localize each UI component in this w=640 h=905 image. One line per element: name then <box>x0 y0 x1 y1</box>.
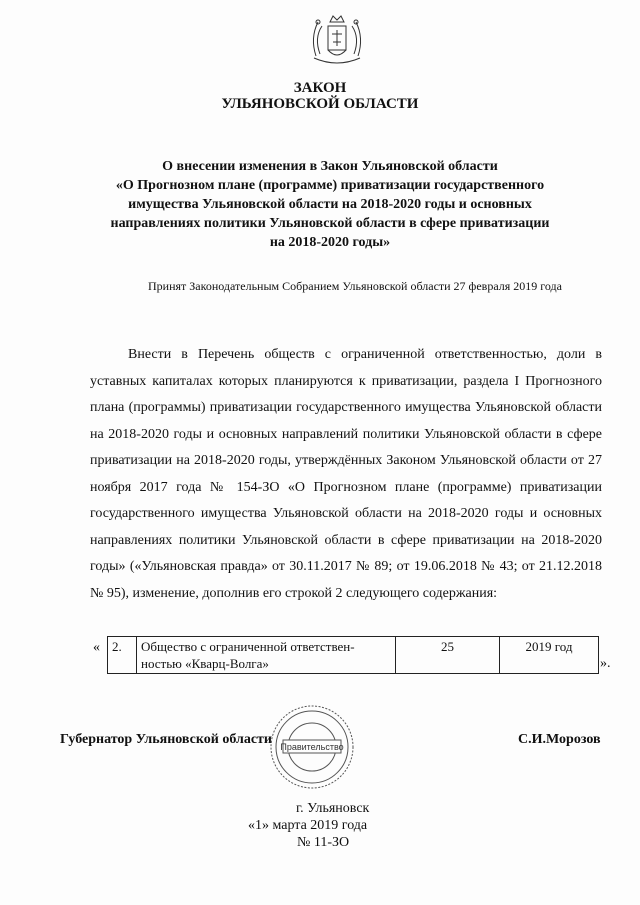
subject-line: О внесении изменения в Закон Ульяновской области <box>162 159 498 174</box>
company-name-line: Общество с ограниченной ответствен- <box>141 639 355 654</box>
seal-text: Правительство <box>280 742 344 752</box>
table-open-quote: « <box>93 640 100 655</box>
table-row <box>108 637 599 674</box>
law-title: ЗАКОН <box>293 80 347 96</box>
subject-line: «О Прогнозном плане (программе) приватизации государственного <box>115 178 545 193</box>
row-company <box>137 637 396 674</box>
row-number: 2. <box>108 637 137 674</box>
law-subject <box>90 157 570 252</box>
coat-of-arms-icon <box>306 8 368 70</box>
row-year: 2019 год <box>500 637 599 674</box>
subject-line: направлениях политики Ульяновской области в сфере приватизации <box>110 216 550 231</box>
governor-title: Губернатор Ульяновской области <box>60 732 272 747</box>
company-name-line: ностью «Кварц-Волга» <box>141 656 269 671</box>
region-title: УЛЬЯНОВСКОЙ ОБЛАСТИ <box>221 96 419 112</box>
row-share: 25 <box>396 637 500 674</box>
table-close-quote: ». <box>600 656 611 671</box>
subject-line: имущества Ульяновской области на 2018-2020 годы и основных <box>128 197 532 212</box>
body-paragraph: Внести в Перечень обществ с ограниченной ответственностью, доли в уставных капиталах которых планируются к приватизации, раздела I Прогнозного плана (программы) приватизации государственного имущества Ульяновской области на 2018-2020 годы и основных направлений политики Ульяновской области в сфере приватизации на 2018-2020 годы, утверждённых Законом Ульяновской области от 27 ноября 2017 года № 154-ЗО «О Прогнозном плане (программе) приватизации государственного имущества Ульяновской области на 2018-2020 годы и основных направлениях политики Ульяновской области в сфере приватизации на 2018-2020 годы» («Ульяновская правда» от 30.11.2017 № 89; от 19.06.2018 № 43; от 21.12.2018 № 95), изменение, дополнив его строкой 2 следующего содержания: <box>90 347 602 601</box>
city: г. Ульяновск <box>296 801 370 816</box>
signing-date: «1» марта 2019 года <box>248 818 368 833</box>
official-seal-icon <box>269 704 355 790</box>
amendment-table <box>107 636 599 674</box>
adoption-note: Принят Законодательным Собранием Ульяновской области 27 февраля 2019 года <box>148 279 562 293</box>
governor-name: С.И.Морозов <box>518 732 601 747</box>
law-number: № 11-ЗО <box>297 835 350 850</box>
subject-line: на 2018-2020 годы» <box>269 235 391 250</box>
